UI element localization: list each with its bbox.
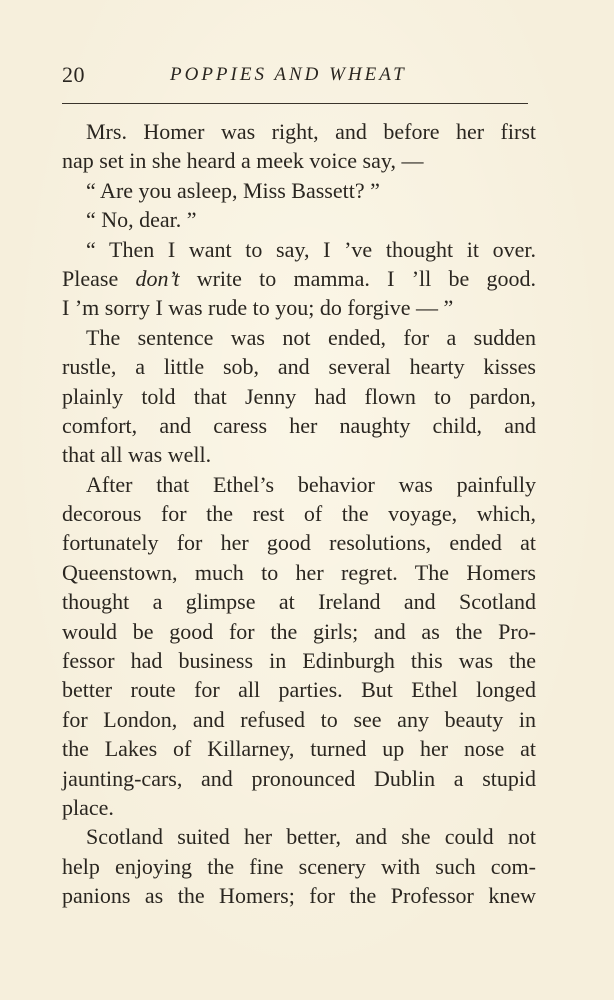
text-line [62, 264, 536, 293]
text-line: fortunately for her good resolutions, ended at [62, 530, 536, 556]
text-line: thought a glimpse at Ireland and Scotland [62, 589, 536, 615]
text-line: Scotland suited her better, and she could not [86, 824, 536, 850]
text-line: panions as the Homers; for the Professor knew [62, 883, 536, 909]
text-line: plainly told that Jenny had flown to pardon, [62, 383, 536, 409]
text-line: Queenstown, much to her regret. The Homers [62, 559, 536, 585]
emphasized-text: don’t [135, 265, 180, 291]
text-line: place. [62, 794, 114, 820]
page-header [62, 62, 532, 92]
text-line: “ Then I want to say, I ’ve thought it over. [86, 236, 536, 262]
text-line: nap set in she heard a meek voice say, — [62, 148, 424, 174]
text-line: “ No, dear. ” [86, 207, 197, 233]
header-rule [62, 103, 528, 104]
text-line: help enjoying the fine scenery with such com- [62, 853, 536, 879]
text-line: fessor had business in Edinburgh this was the [62, 648, 536, 674]
text-line: comfort, and caress her naughty child, and [62, 412, 536, 438]
body-text [62, 117, 536, 911]
text-line: The sentence was not ended, for a sudden [86, 324, 536, 350]
text-line: rustle, a little sob, and several hearty kisses [62, 354, 536, 380]
text-segment: write to mamma. I ’ll be good. [179, 265, 536, 291]
text-line: for London, and refused to see any beauty in [62, 706, 536, 732]
text-line: the Lakes of Killarney, turned up her nose at [62, 736, 536, 762]
text-line: I ’m sorry I was rude to you; do forgive — ” [62, 295, 454, 321]
text-line: better route for all parties. But Ethel longed [62, 677, 536, 703]
running-head: POPPIES AND WHEAT [170, 64, 407, 85]
text-line: that all was well. [62, 442, 212, 468]
text-line: Mrs. Homer was right, and before her first [86, 119, 536, 144]
text-line: jaunting-cars, and pronounced Dublin a stupid [62, 765, 536, 791]
page-number: 20 [62, 62, 85, 87]
text-line: decorous for the rest of the voyage, which, [62, 501, 536, 527]
text-line: After that Ethel’s behavior was painfully [86, 471, 536, 497]
text-segment: Please [62, 265, 136, 291]
text-line: would be good for the girls; and as the Pro- [62, 618, 536, 644]
text-line: “ Are you asleep, Miss Bassett? ” [86, 177, 380, 203]
